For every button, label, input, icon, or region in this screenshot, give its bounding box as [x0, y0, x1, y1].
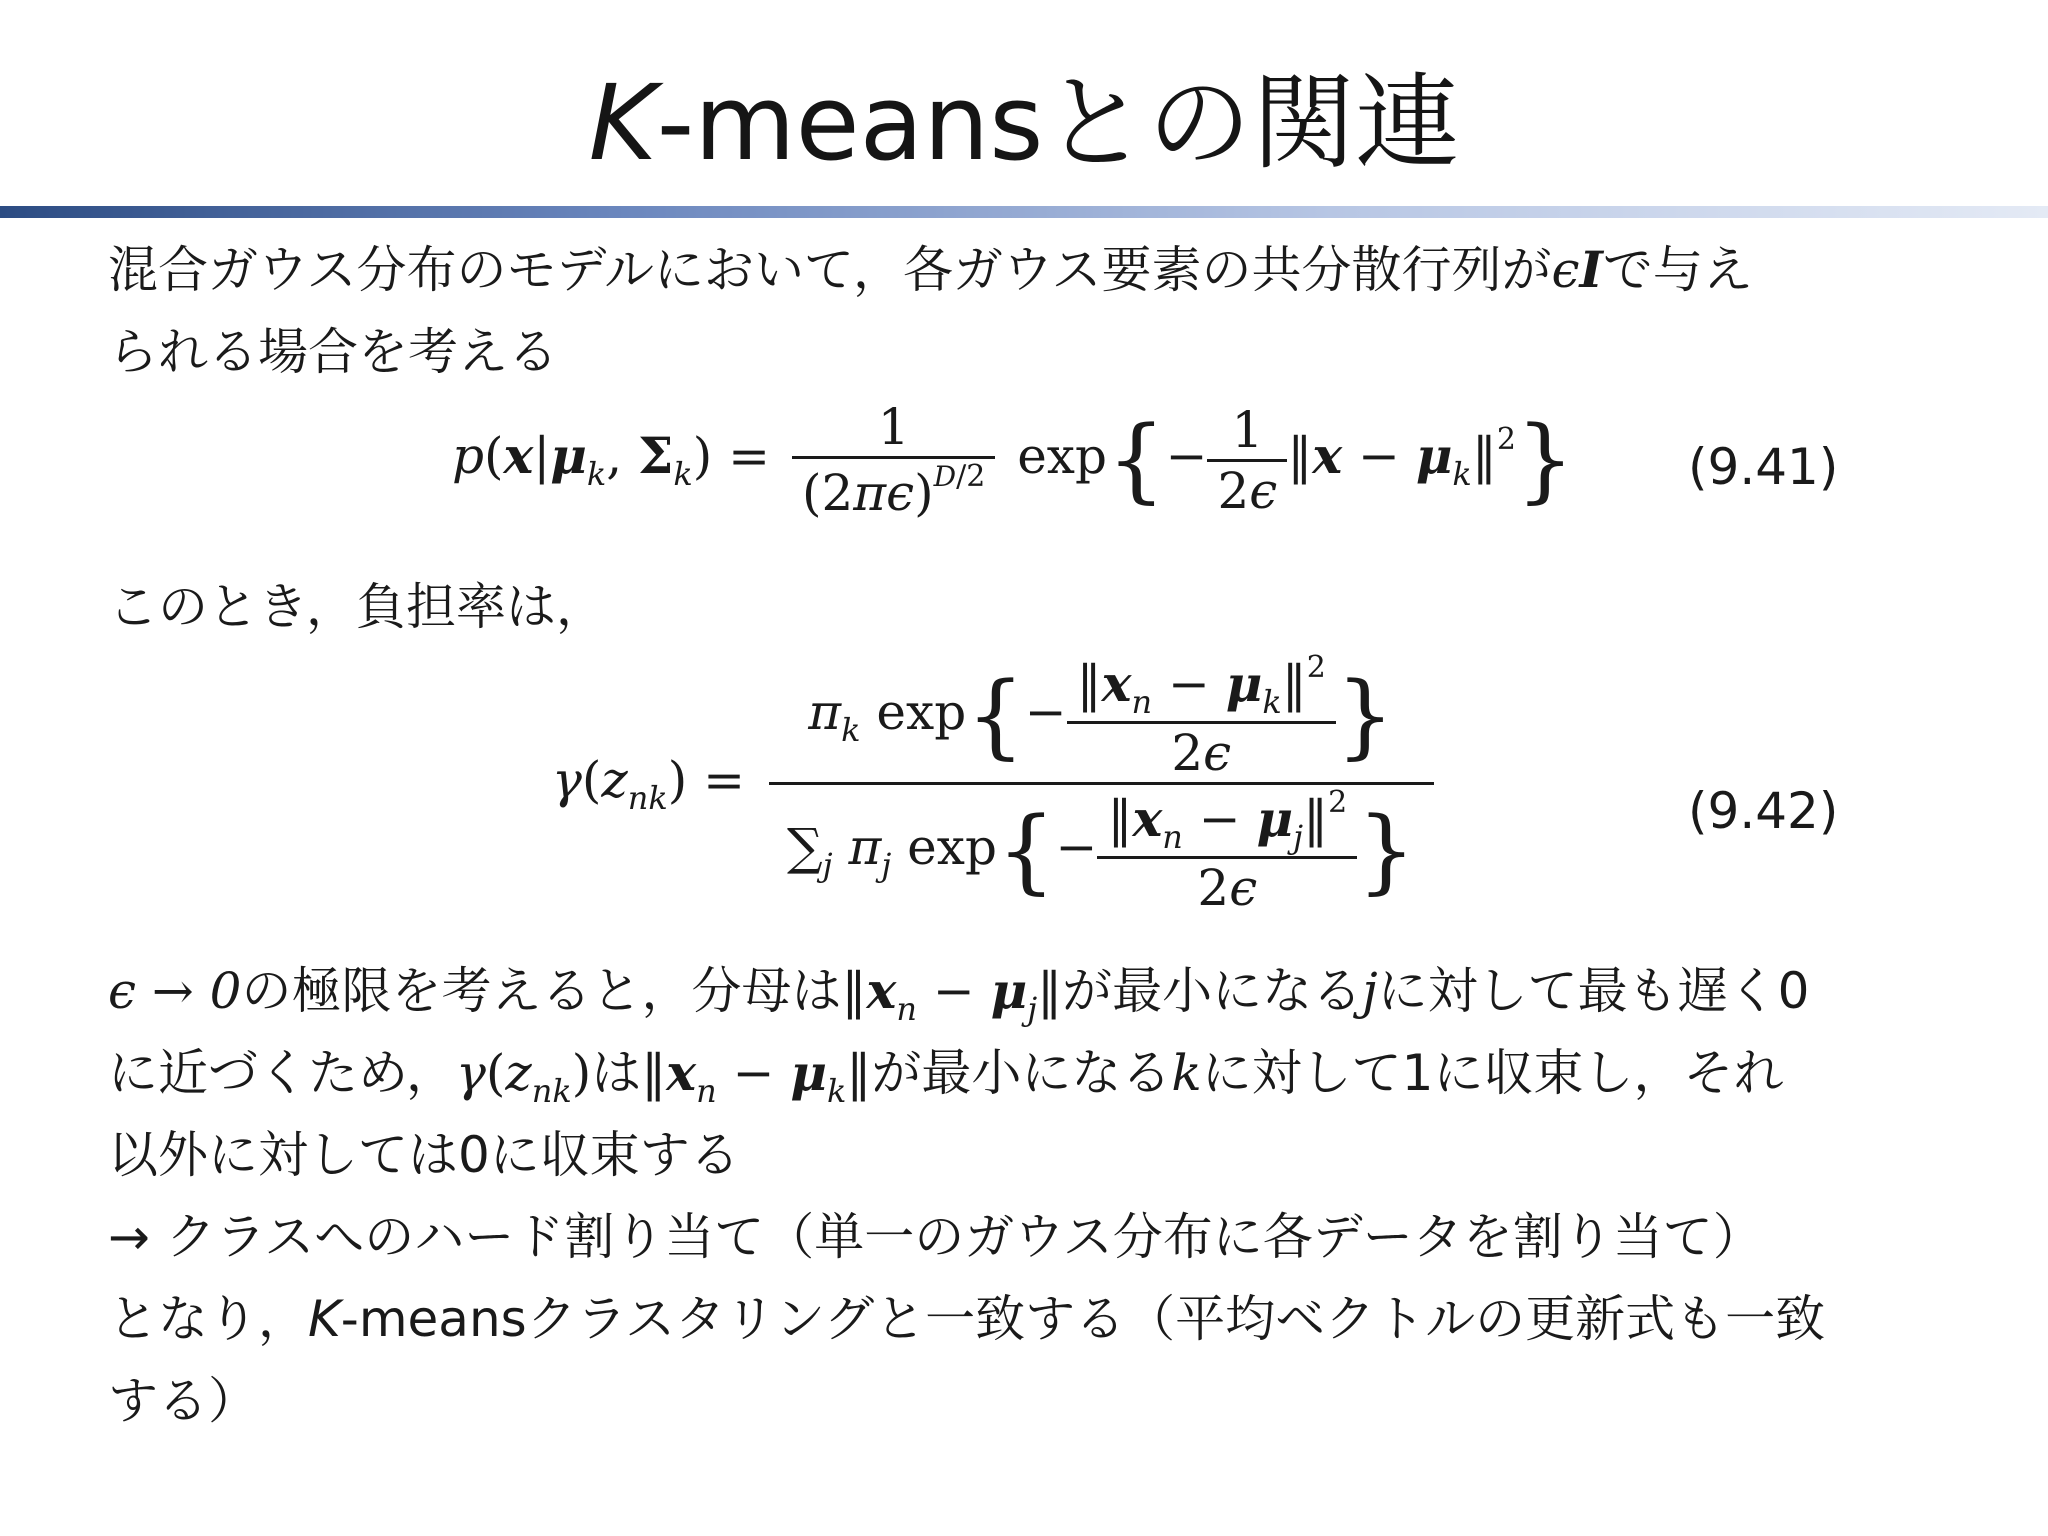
- equation-number-9-41: (9.41): [1688, 438, 1839, 496]
- paragraph-3-line-2: に近づくため，$\gamma(z_{nk})$は$‖x_n$ − $\mu_k‖$が最小になるkに対して1に収束し，それ: [108, 1043, 1784, 1110]
- equation-number-9-42: (9.42): [1688, 782, 1839, 840]
- slide-title: [0, 58, 2048, 188]
- paragraph-1-line-1: 混合ガウス分布のモデルにおいて，各ガウス要素の共分散行列がϵIで与え: [108, 240, 1753, 299]
- title-italic-k: K: [588, 62, 657, 184]
- paragraph-1-line-2: られる場合を考える: [108, 323, 558, 381]
- equation-9-41: $p(x|\mu_k$, $\Sigma_k$) = $\frac{1}{(2\pi\epsilon)^{D/2}}$ exp{− $\frac{1}{2\epsilon}$ ‖x − $\mu_k‖^2$}: [452, 398, 1575, 522]
- paragraph-2: このとき，負担率は，: [108, 578, 606, 636]
- paragraph-4-line-2: となり，K-meansクラスタリングと一致する（平均ベクトルの更新式も一致: [108, 1290, 1826, 1348]
- title-text: -meansとの関連: [656, 62, 1460, 184]
- paragraph-3-line-3: 以外に対しては0に収束する: [108, 1126, 740, 1184]
- title-divider: [0, 206, 2048, 218]
- paragraph-4-line-3: する）: [108, 1372, 258, 1430]
- paragraph-4-line-1: → クラスへのハード割り当て（単一のガウス分布に各データを割り当て）: [108, 1208, 1763, 1266]
- equation-9-42: $\gamma(z_{nk})$ = $\pi_k$ exp{− $\frac{‖x_n - \mu_k‖^2}{2\epsilon}$ } $\sum_j$ $\pi_j$ exp{− $\frac{‖x_n - \mu_j‖^2}{2\epsilon}$ }: [552, 650, 1434, 917]
- paragraph-3-line-1: ϵ → 0の極限を考えると，分母は$‖x_n$ − $\mu_j‖$が最小になるjに対して最も遅く0: [108, 961, 1810, 1028]
